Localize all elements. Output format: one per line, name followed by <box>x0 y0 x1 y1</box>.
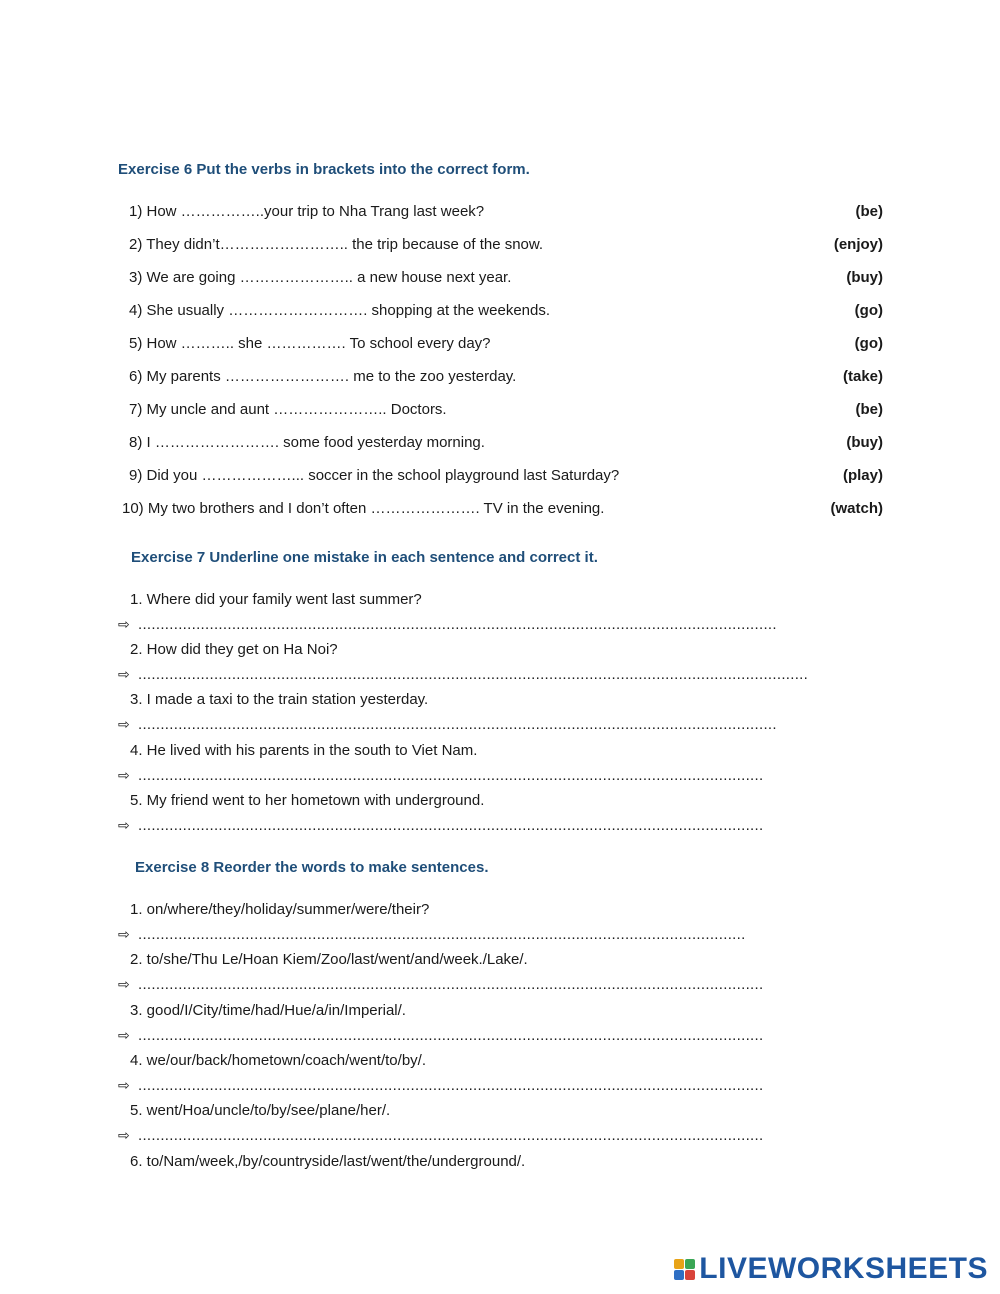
ex6-item-5: 5) How ……….. she ……………. To school every day? <box>129 335 491 352</box>
ex7-answer-dots-1: ............................................................................................................................................... <box>138 616 777 633</box>
ex8-answer-line-2[interactable] <box>118 976 763 993</box>
arrow-right-icon: ⇨ <box>118 926 130 942</box>
ex7-answer-line-3[interactable] <box>118 716 777 733</box>
ex8-answer-line-3[interactable] <box>118 1027 763 1044</box>
ex8-question-2: 2. to/she/Thu Le/Hoan Kiem/Zoo/last/went/and/week./Lake/. <box>130 951 528 968</box>
ex7-question-1: 1. Where did your family went last summer? <box>130 591 422 608</box>
arrow-right-icon: ⇨ <box>118 817 130 833</box>
exercise-6-heading: Exercise 6 Put the verbs in brackets into the correct form. <box>118 161 530 178</box>
ex8-answer-dots-1: ........................................................................................................................................ <box>138 926 746 943</box>
ex7-answer-line-5[interactable] <box>118 817 763 834</box>
ex6-item-3: 3) We are going ………………….. a new house next year. <box>129 269 512 286</box>
ex6-verb-8: (buy) <box>846 434 883 451</box>
ex7-answer-line-4[interactable] <box>118 767 763 784</box>
exercise-8-heading: Exercise 8 Reorder the words to make sentences. <box>135 859 489 876</box>
ex6-verb-5: (go) <box>854 335 883 352</box>
ex7-answer-dots-3: ............................................................................................................................................... <box>138 716 777 733</box>
ex6-verb-6: (take) <box>842 368 883 385</box>
ex7-answer-line-1[interactable] <box>118 616 777 633</box>
ex8-question-6: 6. to/Nam/week,/by/countryside/last/went/the/underground/. <box>130 1153 526 1170</box>
logo-square <box>674 1259 684 1269</box>
ex8-answer-line-4[interactable] <box>118 1077 763 1094</box>
arrow-right-icon: ⇨ <box>118 1027 130 1043</box>
ex7-answer-line-2[interactable] <box>118 666 808 683</box>
ex6-item-1: 1) How ……………..your trip to Nha Trang last week? <box>129 203 485 220</box>
ex8-question-4: 4. we/our/back/hometown/coach/went/to/by/. <box>130 1052 426 1069</box>
ex7-question-4: 4. He lived with his parents in the south to Viet Nam. <box>130 742 478 759</box>
ex8-answer-dots-3: ............................................................................................................................................ <box>138 1027 764 1044</box>
ex7-answer-dots-5: ............................................................................................................................................ <box>138 817 764 834</box>
ex8-question-1: 1. on/where/they/holiday/summer/were/their? <box>130 901 430 918</box>
ex6-verb-10: (watch) <box>830 500 883 517</box>
ex8-question-3: 3. good/I/City/time/had/Hue/a/in/Imperial/. <box>130 1002 406 1019</box>
ex6-verb-3: (buy) <box>846 269 883 286</box>
ex6-item-7: 7) My uncle and aunt ………………….. Doctors. <box>129 401 447 418</box>
arrow-right-icon: ⇨ <box>118 1077 130 1093</box>
ex8-answer-line-1[interactable] <box>118 926 746 943</box>
ex7-question-2: 2. How did they get on Ha Noi? <box>130 641 338 658</box>
logo-text: LIVEWORKSHEETS <box>699 1252 988 1285</box>
arrow-right-icon: ⇨ <box>118 767 130 783</box>
ex6-item-4: 4) She usually ………………………. shopping at the weekends. <box>129 302 551 319</box>
ex7-question-3: 3. I made a taxi to the train station yesterday. <box>130 691 429 708</box>
ex6-item-6: 6) My parents ……………………. me to the zoo yesterday. <box>129 368 517 385</box>
arrow-right-icon: ⇨ <box>118 1127 130 1143</box>
ex8-answer-dots-4: ............................................................................................................................................ <box>138 1077 764 1094</box>
ex6-verb-4: (go) <box>854 302 883 319</box>
logo-square <box>685 1270 695 1280</box>
exercise-7-heading: Exercise 7 Underline one mistake in each sentence and correct it. <box>131 549 598 566</box>
ex8-answer-dots-5: ............................................................................................................................................ <box>138 1127 764 1144</box>
ex8-answer-dots-2: ............................................................................................................................................ <box>138 976 764 993</box>
ex7-question-5: 5. My friend went to her hometown with underground. <box>130 792 485 809</box>
ex6-item-10: 10) My two brothers and I don’t often …………………. TV in the evening. <box>122 500 605 517</box>
ex8-answer-line-5[interactable] <box>118 1127 763 1144</box>
ex6-item-8: 8) I ……………………. some food yesterday morning. <box>129 434 485 451</box>
ex8-question-5: 5. went/Hoa/uncle/to/by/see/plane/her/. <box>130 1102 391 1119</box>
logo-square <box>685 1259 695 1269</box>
ex6-verb-7: (be) <box>855 401 883 418</box>
arrow-right-icon: ⇨ <box>118 666 130 682</box>
ex6-item-2: 2) They didn’t…………………….. the trip because of the snow. <box>129 236 544 253</box>
ex7-answer-dots-2: ...................................................................................................................................................... <box>138 666 809 683</box>
ex7-answer-dots-4: ............................................................................................................................................ <box>138 767 764 784</box>
arrow-right-icon: ⇨ <box>118 716 130 732</box>
ex6-verb-9: (play) <box>842 467 883 484</box>
logo-square <box>674 1270 684 1280</box>
logo-mark-icon <box>674 1259 695 1280</box>
ex6-verb-2: (enjoy) <box>833 236 883 253</box>
arrow-right-icon: ⇨ <box>118 616 130 632</box>
ex6-item-9: 9) Did you ………………... soccer in the school playground last Saturday? <box>129 467 620 484</box>
arrow-right-icon: ⇨ <box>118 976 130 992</box>
ex6-verb-1: (be) <box>855 203 883 220</box>
liveworksheets-logo[interactable] <box>674 1252 988 1286</box>
